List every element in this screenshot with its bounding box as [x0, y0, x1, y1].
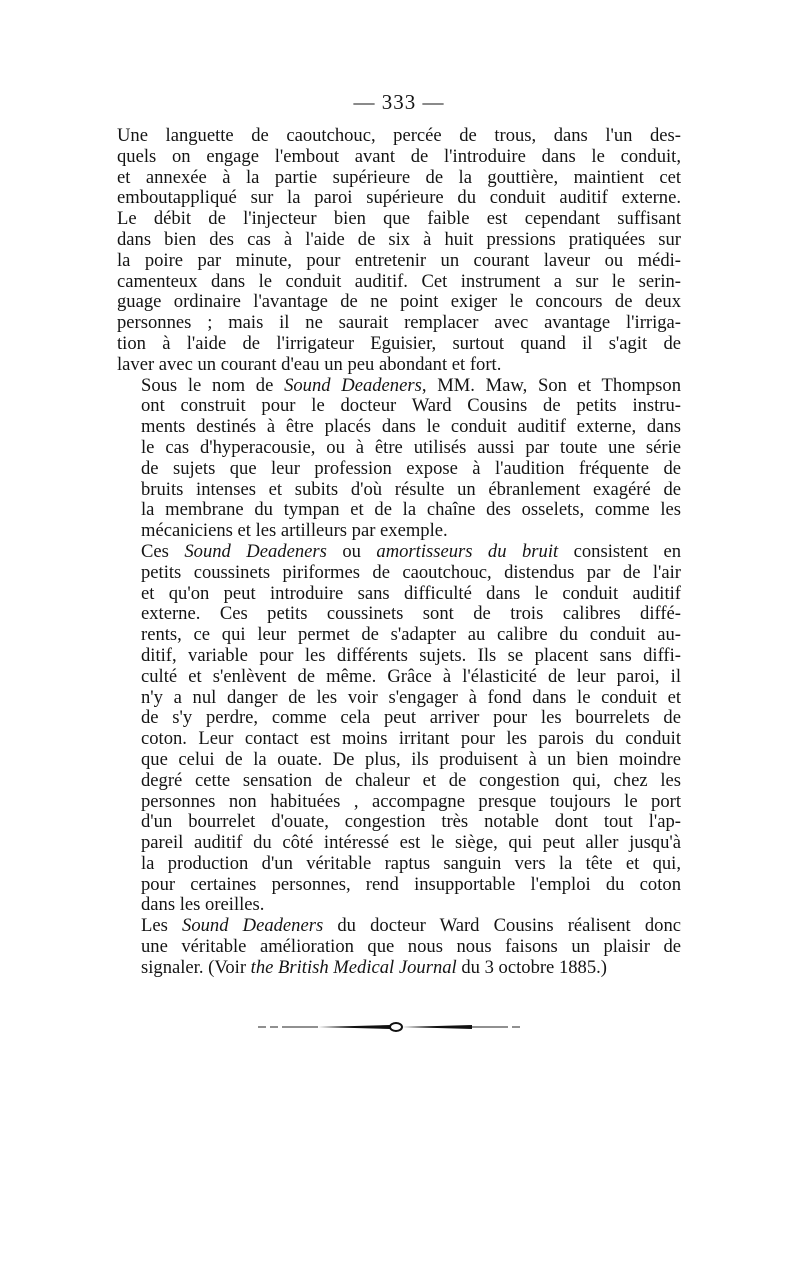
- text-line: personnes ; mais il ne saurait remplacer avec avantage l'irriga-: [117, 312, 681, 334]
- text-line: [117, 854, 681, 875]
- text-line: [117, 729, 681, 750]
- text-line: tion à l'aide de l'irrigateur Eguisier, surtout quand il s'agit de: [117, 332, 681, 354]
- text-segment: du docteur Ward Cousins réalisent donc: [323, 915, 681, 937]
- text-segment: la membrane du tympan et de la chaîne des osselets, comme les: [141, 499, 681, 521]
- text-line: [117, 500, 681, 521]
- text-line: [117, 521, 681, 542]
- text-line: [117, 750, 681, 771]
- text-segment: ou: [326, 540, 377, 562]
- text-segment: mécaniciens et les artilleurs par exemple.: [141, 520, 448, 542]
- text-line: [117, 958, 681, 979]
- text-line: [117, 459, 681, 480]
- paragraph: [117, 376, 681, 542]
- text-segment: bruits intenses et subits d'où résulte un ébranlement exagéré de: [141, 478, 681, 500]
- text-line: [117, 937, 681, 958]
- text-body: [117, 126, 681, 979]
- text-line: [117, 563, 681, 584]
- text-segment: du 3 octobre 1885.): [456, 956, 607, 978]
- text-line: camenteux dans le conduit auditif. Cet instrument a sur le serin-: [117, 270, 681, 292]
- italic-text: amortisseurs du bruit: [376, 540, 559, 562]
- text-line: [117, 792, 681, 813]
- text-line: Le débit de l'injecteur bien que faible est cependant suffisant: [117, 208, 681, 230]
- page-number: — 333 —: [353, 90, 445, 114]
- text-segment: le cas d'hyperacousie, ou à être utilisés aussi par toute une série: [141, 436, 681, 458]
- text-segment: une véritable amélioration que nous nous faisons un plaisir de: [141, 936, 681, 958]
- text-line: [117, 895, 681, 916]
- text-line: [117, 771, 681, 792]
- page-body: [117, 88, 681, 979]
- text-line: [117, 646, 681, 667]
- text-segment: degré cette sensation de chaleur et de congestion qui, chez les: [141, 769, 681, 791]
- text-line: [117, 833, 681, 854]
- text-segment: petits coussinets piriformes de caoutchouc, distendus par de l'air: [141, 561, 681, 583]
- italic-text: Sound Deadeners: [182, 915, 324, 937]
- paragraph: [117, 916, 681, 978]
- text-line: laver avec un courant d'eau un peu abondant et fort.: [117, 353, 502, 375]
- italic-text: the British Medical Journal: [250, 956, 457, 978]
- italic-text: Sound Deadeners: [184, 540, 327, 562]
- text-segment: rents, ce qui leur permet de s'adapter au calibre du conduit au-: [141, 624, 681, 646]
- text-segment: personnes non habituées , accompagne presque toujours le port: [141, 790, 681, 812]
- text-line: [117, 812, 681, 833]
- text-segment: de sujets que leur profession expose à l'audition fréquente de: [141, 457, 681, 479]
- text-segment: externe. Ces petits coussinets sont de trois calibres diffé-: [141, 603, 681, 625]
- text-segment: culté et s'enlèvent de même. Grâce à l'élasticité de leur paroi, il: [141, 665, 681, 687]
- text-line: [117, 604, 681, 625]
- text-segment: dans les oreilles.: [141, 894, 265, 916]
- text-segment: de s'y perdre, comme cela peut arriver pour les bourrelets de: [141, 707, 681, 729]
- paragraph: [117, 126, 681, 376]
- text-segment: Les: [141, 915, 183, 937]
- text-segment: d'un bourrelet d'ouate, congestion très notable dont tout l'ap-: [141, 811, 681, 833]
- text-line: [117, 542, 681, 563]
- text-line: quels on engage l'embout avant de l'introduire dans le conduit,: [117, 145, 681, 167]
- text-segment: n'y a nul danger de les voir s'engager à fond dans le conduit et: [141, 686, 681, 708]
- text-line: dans bien des cas à l'aide de six à huit pressions pratiquées sur: [117, 228, 681, 250]
- text-line: [117, 584, 681, 605]
- text-line: et annexée à la partie supérieure de la gouttière, maintient cet: [117, 166, 681, 188]
- text-segment: consistent en: [558, 540, 681, 562]
- text-line: la poire par minute, pour entretenir un courant laveur ou médi-: [117, 249, 681, 271]
- text-segment: pareil auditif du côté intéressé est le siège, qui peut aller jusqu'à: [141, 832, 681, 854]
- text-line: [117, 708, 681, 729]
- text-line: [117, 625, 681, 646]
- text-line: [117, 875, 681, 896]
- text-line: [117, 916, 681, 937]
- text-segment: pour certaines personnes, rend insupportable l'emploi du coton: [141, 873, 681, 895]
- text-line: [117, 688, 681, 709]
- text-segment: et qu'on peut introduire sans difficulté dans le conduit auditif: [141, 582, 681, 604]
- text-segment: Ces: [141, 540, 185, 562]
- text-segment: ont construit pour le docteur Ward Cousins de petits instru-: [141, 395, 681, 417]
- text-line: [117, 438, 681, 459]
- ornament-divider: [258, 1018, 526, 1036]
- text-segment: que celui de la ouate. De plus, ils produisent à un bien moindre: [141, 748, 681, 770]
- text-line: [117, 667, 681, 688]
- text-segment: Sous le nom de: [141, 374, 285, 396]
- text-segment: signaler. (Voir: [141, 956, 251, 978]
- text-line: [117, 417, 681, 438]
- text-line: [117, 480, 681, 501]
- text-line: [117, 376, 681, 397]
- italic-text: Sound Deadeners: [284, 374, 422, 396]
- paragraph: [117, 542, 681, 916]
- text-segment: , MM. Maw, Son et Thompson: [421, 374, 682, 396]
- text-line: Une languette de caoutchouc, percée de trous, dans l'un des-: [117, 125, 681, 146]
- text-line: emboutappliqué sur la paroi supérieure du conduit auditif externe.: [117, 187, 681, 209]
- text-segment: ditif, variable pour les différents sujets. Ils se placent sans diffi-: [141, 644, 681, 666]
- text-line: guage ordinaire l'avantage de ne point exiger le concours de deux: [117, 291, 681, 313]
- text-line: [117, 396, 681, 417]
- text-segment: la production d'un véritable raptus sanguin vers la tête et qui,: [141, 852, 681, 874]
- text-segment: ments destinés à être placés dans le conduit auditif externe, dans: [141, 416, 681, 438]
- text-segment: coton. Leur contact est moins irritant pour les parois du conduit: [141, 728, 681, 750]
